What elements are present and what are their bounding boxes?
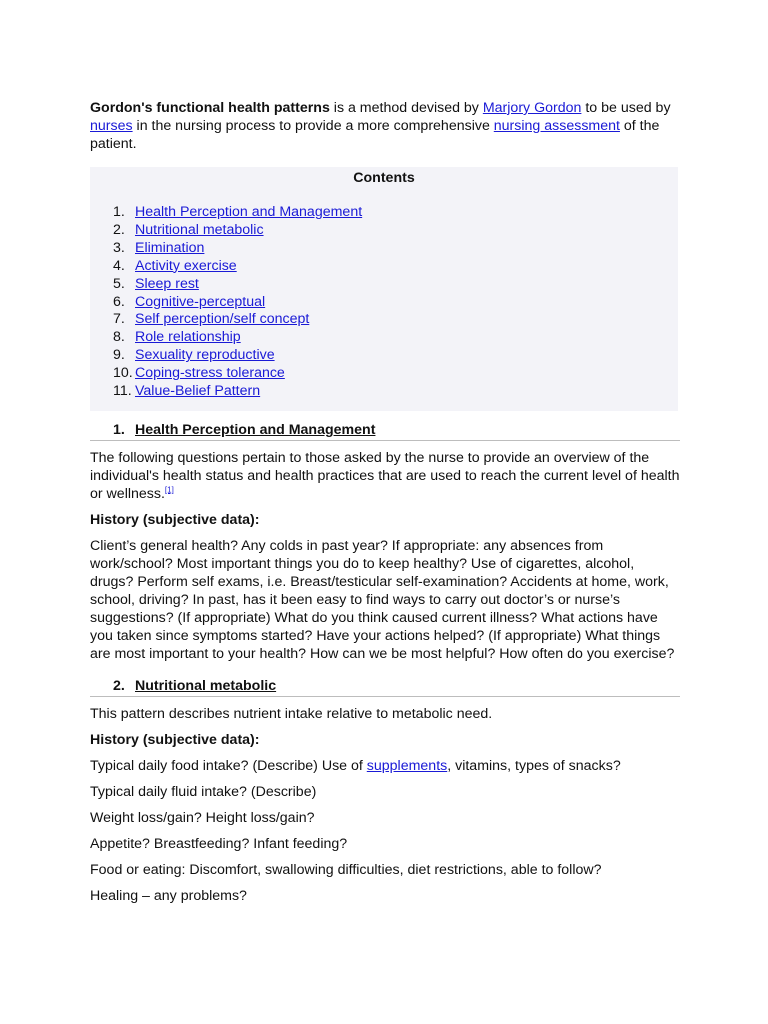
toc-item-number-text: 8. <box>113 329 125 346</box>
section-1-history-text: Client’s general health? Any colds in past year? If appropriate: any absences from work/school? Most important things you do to keep healthy? Use of cigarettes, alcohol, drugs? Perform self exams, i.e. Breast/testicular self-examination? Accidents at home, work, school, driving? In past, has it been easy to find ways to carry out doctor’s or nurse’s suggestions? (If appropriate) What do you think caused current illness? What actions have you taken since symptoms started? Have your actions helped? (If appropriate) What things are most important to your health? How can we be most helpful? How often do you exercise? <box>90 537 675 662</box>
toc-item-number-text: 9. <box>113 347 125 364</box>
toc-link[interactable]: Self perception/self concept <box>135 311 310 328</box>
food-intake-text: Typical daily food intake? (Describe) Use of <box>90 757 367 774</box>
section-2-number: 2. <box>113 677 125 694</box>
toc-item-number <box>90 294 135 312</box>
toc-item <box>90 204 678 222</box>
link-supplements[interactable]: supplements <box>366 757 448 774</box>
section-1-text: The following questions pertain to those asked by the nurse to provide an overview of the individual's health status and health practices that are used to reach the current level of health or wellness. <box>90 449 680 502</box>
section-1-title: Health Perception and Management <box>135 421 376 438</box>
toc-item-number <box>90 222 135 240</box>
toc-item-number-text: 6. <box>113 293 125 310</box>
toc-item-number <box>90 240 135 258</box>
section-2-history-label: History (subjective data): <box>90 731 260 748</box>
food-intake-text-end: , vitamins, types of snacks? <box>447 757 621 774</box>
appetite-line: Appetite? Breastfeeding? Infant feeding? <box>90 835 348 852</box>
section-1-number: 1. <box>113 421 125 438</box>
toc-item-number <box>90 258 135 276</box>
toc-item-number <box>90 311 135 329</box>
toc-link[interactable]: Coping-stress tolerance <box>135 365 285 382</box>
toc-link[interactable]: Activity exercise <box>135 257 237 274</box>
toc-item <box>90 329 678 347</box>
link-marjory-gordon[interactable]: Marjory Gordon <box>482 100 582 116</box>
toc-item-number-text: 10. <box>113 365 133 382</box>
weight-line: Weight loss/gain? Height loss/gain? <box>90 809 315 826</box>
toc-item <box>90 347 678 365</box>
intro-text-2: to be used by <box>581 100 671 116</box>
healing-line: Healing – any problems? <box>90 887 247 904</box>
toc-title: Contents <box>353 170 415 186</box>
toc-item-number <box>90 365 135 383</box>
toc-link[interactable]: Nutritional metabolic <box>135 221 264 238</box>
food-intake-line <box>90 757 680 775</box>
toc-item <box>90 240 678 258</box>
toc-item <box>90 383 678 401</box>
reference-link[interactable]: [1] <box>164 485 174 495</box>
toc-item-number <box>90 347 135 365</box>
toc-item <box>90 276 678 294</box>
toc-link[interactable]: Sexuality reproductive <box>135 347 275 364</box>
toc-link[interactable]: Elimination <box>135 239 205 256</box>
fluid-intake-line: Typical daily fluid intake? (Describe) <box>90 783 317 800</box>
toc-item-number-text: 1. <box>113 204 125 220</box>
intro-title: Gordon's functional health patterns <box>90 100 330 116</box>
toc-link[interactable]: Cognitive-perceptual <box>135 293 266 310</box>
toc-item-number <box>90 329 135 347</box>
table-of-contents <box>90 167 678 411</box>
toc-item-number <box>90 204 135 222</box>
section-1-history-label: History (subjective data): <box>90 511 260 528</box>
link-nurses[interactable]: nurses <box>90 118 133 134</box>
intro-text-1: is a method devised by <box>329 100 483 116</box>
toc-item <box>90 365 678 383</box>
intro-paragraph <box>90 99 680 153</box>
toc-item <box>90 311 678 329</box>
section-1-heading <box>90 421 680 441</box>
toc-item <box>90 294 678 312</box>
toc-link[interactable]: Value-Belief Pattern <box>135 383 261 400</box>
section-1-paragraph <box>90 449 680 503</box>
toc-link[interactable]: Sleep rest <box>135 275 199 292</box>
toc-item-number-text: 7. <box>113 311 125 328</box>
section-2-heading <box>90 677 680 697</box>
toc-link[interactable]: Role relationship <box>135 329 241 346</box>
toc-item-number-text: 2. <box>113 221 125 238</box>
intro-text-3: in the nursing process to provide a more comprehensive <box>132 118 494 134</box>
toc-item <box>90 222 678 240</box>
section-2-paragraph: This pattern describes nutrient intake relative to metabolic need. <box>90 705 493 722</box>
toc-item <box>90 258 678 276</box>
toc-link[interactable]: Health Perception and Management <box>135 204 363 220</box>
toc-item-number-text: 5. <box>113 275 125 292</box>
toc-item-number-text: 11. <box>113 383 132 400</box>
link-nursing-assessment[interactable]: nursing assessment <box>493 118 620 134</box>
toc-item-number-text: 3. <box>113 239 125 256</box>
article-body <box>90 99 680 913</box>
toc-item-number <box>90 383 135 401</box>
intro-text-4: of the patient. <box>90 118 660 152</box>
food-eating-line: Food or eating: Discomfort, swallowing difficulties, diet restrictions, able to follow? <box>90 861 602 878</box>
toc-item-number-text: 4. <box>113 257 125 274</box>
section-2-title: Nutritional metabolic <box>135 677 277 694</box>
toc-list <box>90 204 678 401</box>
toc-item-number <box>90 276 135 294</box>
